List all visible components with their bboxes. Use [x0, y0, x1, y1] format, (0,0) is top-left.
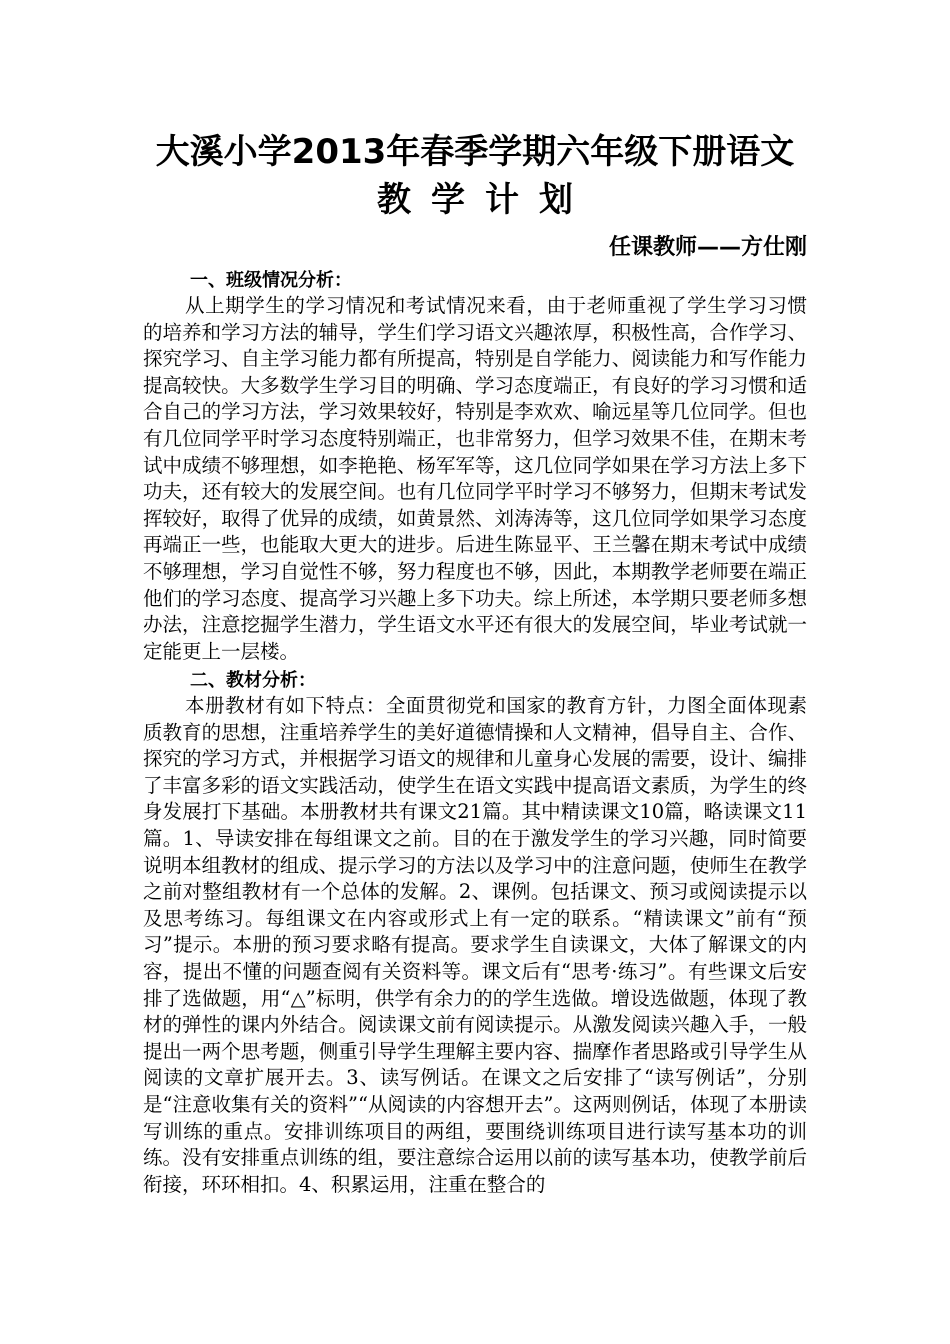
author-line: 任课教师——方仕刚 — [608, 235, 807, 260]
section-body-textbook-analysis: 本册教材有如下特点：全面贯彻党和国家的教育方针，力图全面体现素质教育的思想，注重培养学生的美好道德情操和人文精神，倡导自主、合作、探究的学习方式，并根据学习语文的规律和儿童身心发展的需要，设计、编排了丰富多彩的语文实践活动，使学生在语文实践中提高语文素质，为学生的终身发展打下基础。本册教材共有课文21篇。其中精读课文10篇，略读课文11篇。1、导读安排在每组课文之前。目的在于激发学生的学习兴趣，同时简要说明本组教材的组成、提示学习的方法以及学习中的注意问题，使师生在教学之前对整组教材有一个总体的发解。2、课例。包括课文、预习或阅读提示以及思考练习。每组课文在内容或形式上有一定的联系。“精读课文”前有“预习”提示。本册的预习要求略有提高。要求学生自读课文，大体了解课文的内容，提出不懂的问题查阅有关资料等。课文后有“思考·练习”。有些课文后安排了选做题，用“△”标明，供学有余力的的学生选做。增设选做题，体现了教材的弹性的课内外结合。阅读课文前有阅读提示。从激发阅读兴趣入手，一般提出一两个思考题，侧重引导学生理解主要内容、揣摩作者思路或引导学生从阅读的文章扩展开去。3、读写例话。在课文之后安排了“读写例话”，分别是“注意收集有关的资料”“从阅读的内容想开去”。这两则例话，体现了本册读写训练的重点。安排训练项目的两组，要围绕训练项目进行读写基本功的训练。没有安排重点训练的组，要注意综合运用以前的读写基本功，使教学前后衔接，环环相扣。4、积累运用，注重在整合的 — [143, 694, 807, 1196]
section-body-class-analysis: 从上期学生的学习情况和考试情况来看，由于老师重视了学生学习习惯的培养和学习方法的辅导，学生们学习语文兴趣浓厚，积极性高，合作学习、探究学习、自主学习能力都有所提高，特别是自学能力、阅读能力和写作能力提高较快。大多数学生学习目的明确、学习态度端正，有良好的学习习惯和适合自己的学习方法，学习效果较好，特别是李欢欢、喻远星等几位同学。但也有几位同学平时学习态度特别端正，也非常努力，但学习效果不佳，在期末考试中成绩不够理想，如李艳艳、杨军军等，这几位同学如果在学习方法上多下功夫，还有较大的发展空间。也有几位同学平时学习不够努力，但期末考试发挥较好，取得了优异的成绩，如黄景然、刘涛涛等，这几位同学如果学习态度再端正一些，也能取大更大的进步。后进生陈显平、王兰馨在期末考试中成绩不够理想，学习自觉性不够，努力程度也不够，因此，本期教学老师要在端正他们的学习态度、提高学习兴趣上多下功夫。综上所述，本学期只要老师多想办法，注意挖掘学生潜力，学生语文水平还有很大的发展空间，毕业考试就一定能更上一层楼。 — [143, 294, 807, 663]
section-heading-textbook-analysis: 二、教材分析： — [190, 670, 316, 691]
document-title-line2: 教学计划 — [377, 180, 593, 220]
section-heading-class-analysis: 一、班级情况分析： — [190, 270, 352, 291]
document-title: 大溪小学2013年春季学期六年级下册语文 — [155, 132, 795, 172]
